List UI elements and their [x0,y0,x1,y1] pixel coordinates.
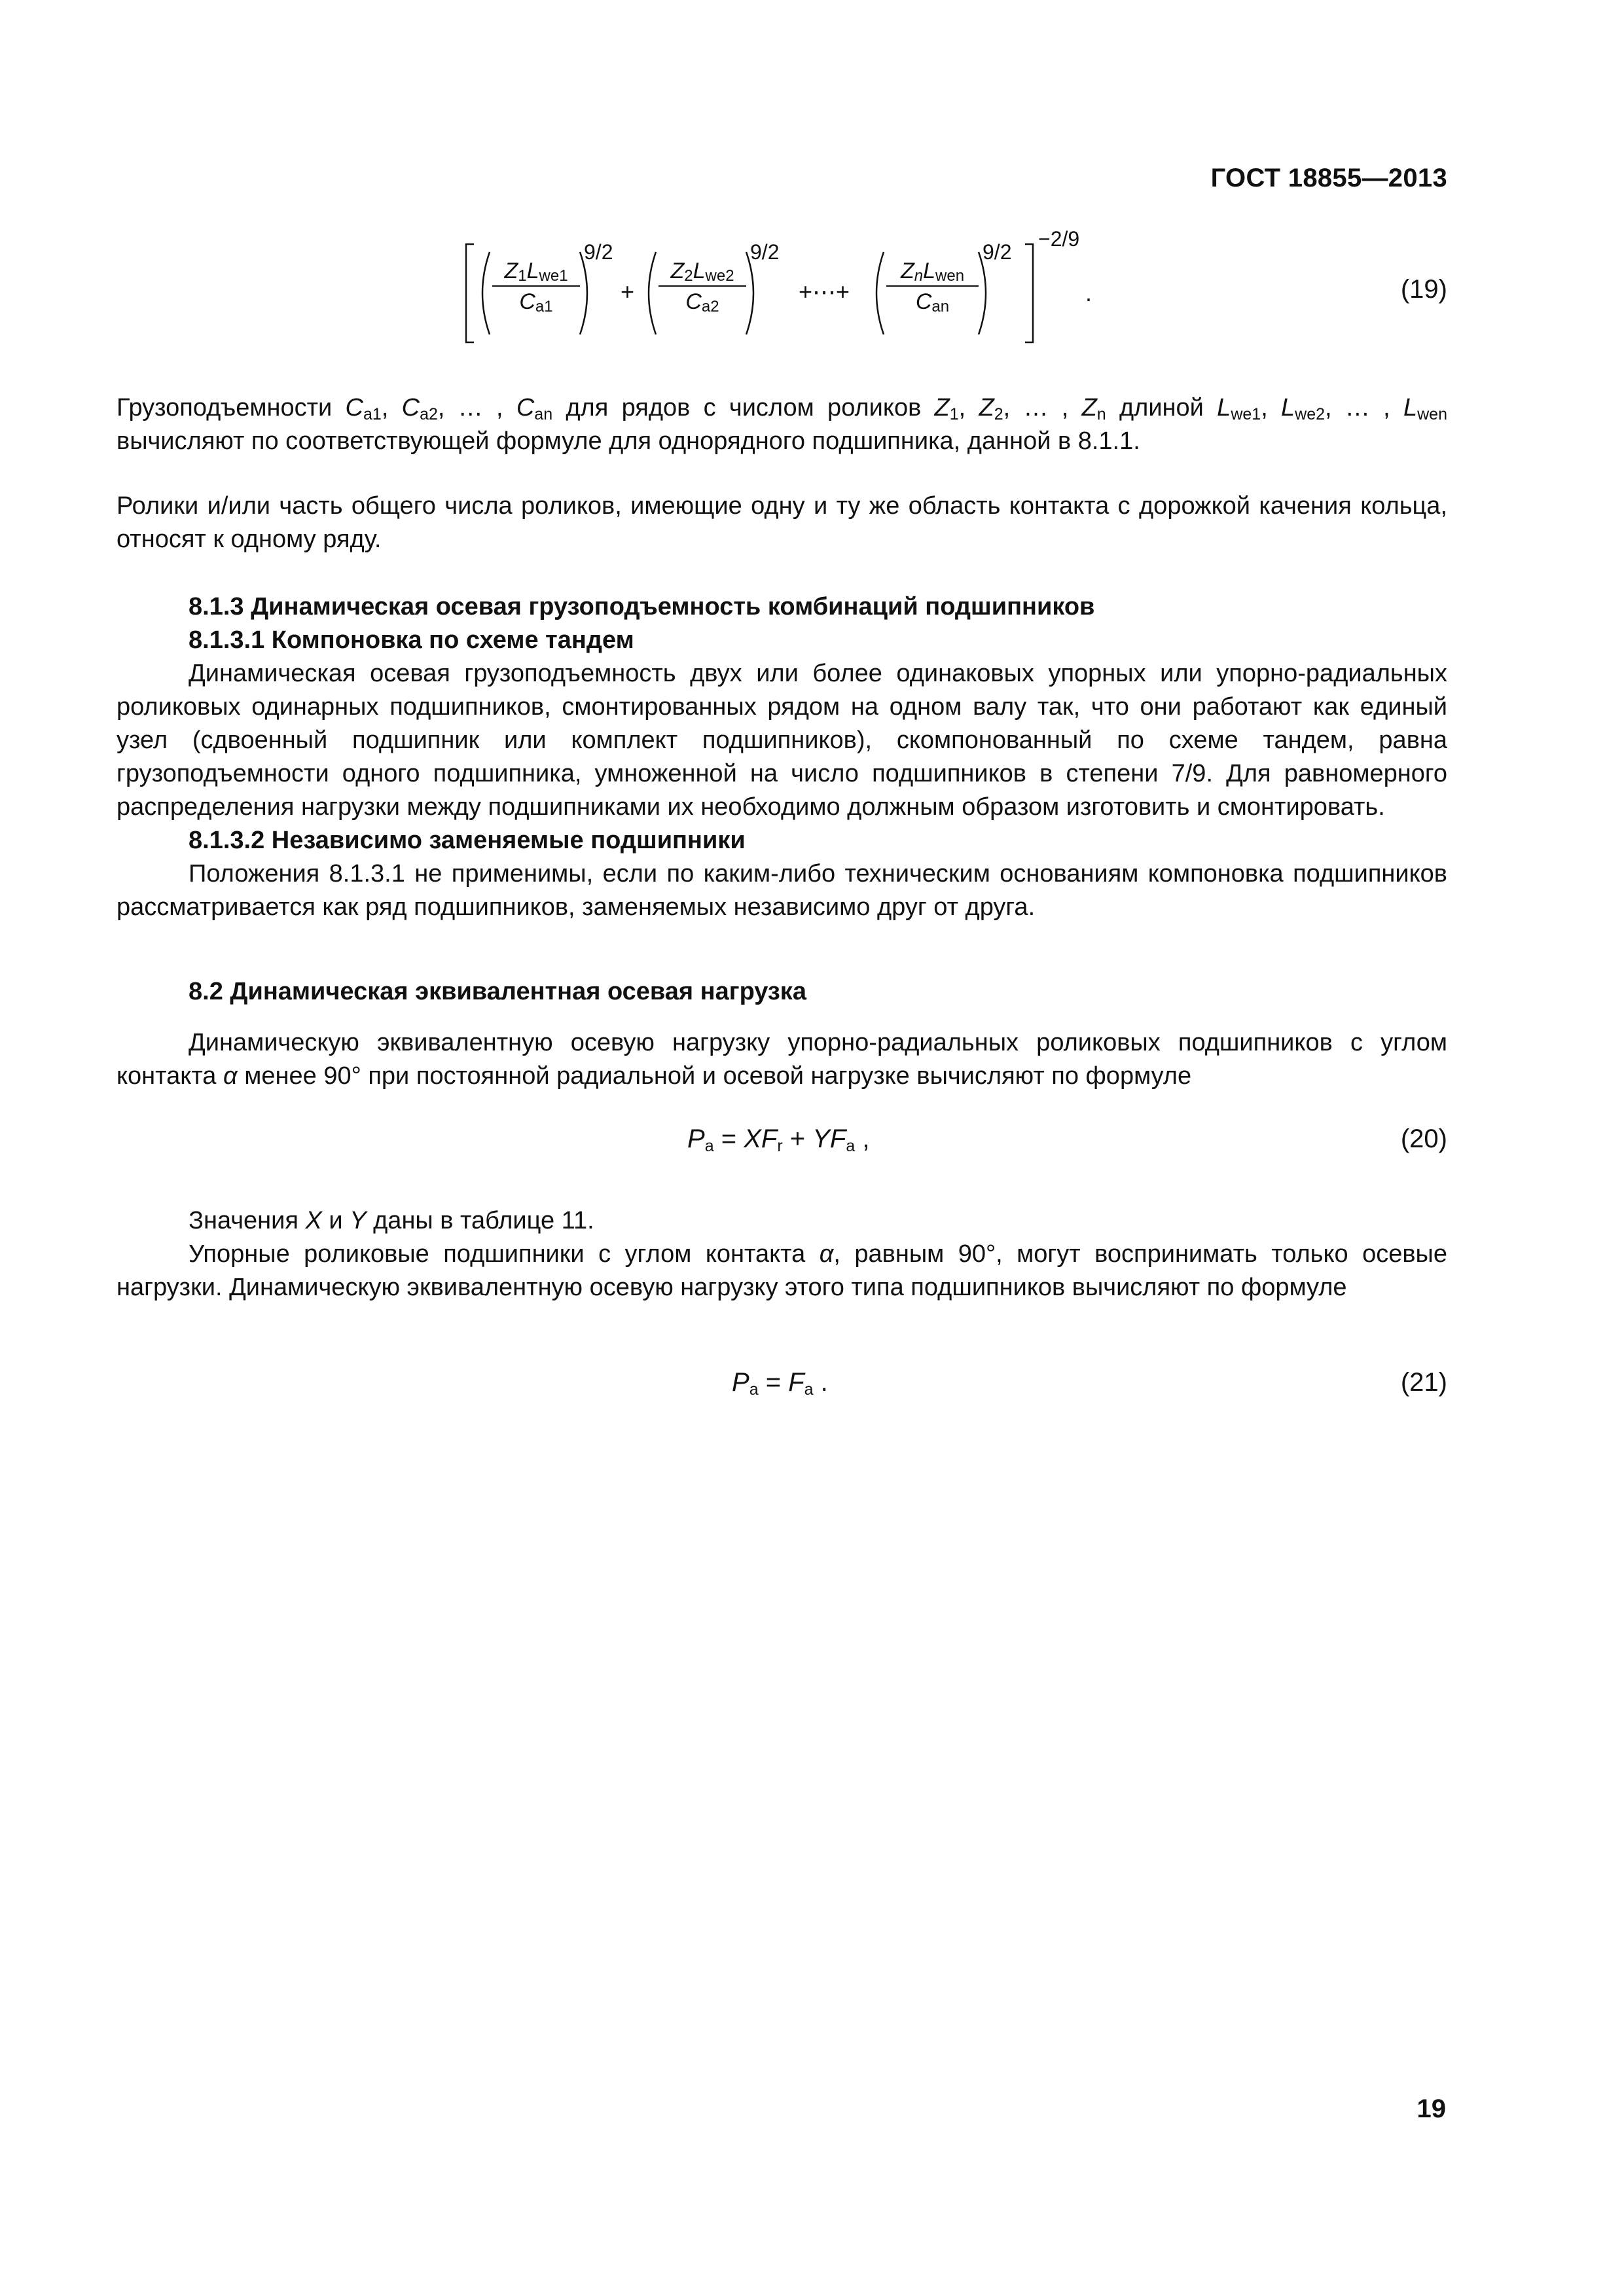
heading-8-1-3: 8.1.3 Динамическая осевая грузоподъемность комбинаций подшипников [189,593,1095,620]
formula-19-fraction-n: ZnLwen Can [886,259,979,316]
paragraph-8-1-3-2: Положения 8.1.3.1 не применимы, если по каким-либо техническим основаниям компоновка подшипников рассматривается как ряд подшипников, заменяемых независимо друг от друга. [117,860,1447,921]
formula-19-dots-plus: +⋯+ [799,278,850,305]
formula-19-end: . [1085,279,1092,306]
formula-19-exp-n: 9/2 [983,240,1012,264]
paragraph-thrust: Упорные роликовые подшипники с углом контакта α, равным 90°, могут воспринимать только осевые нагрузки. Динамическую эквивалентную осевую нагрузку этого типа подшипников вычисляют по формуле [117,1240,1447,1301]
formula-20: $P_a = XF_r + YF_a$ , [687,1124,870,1155]
paragraph-rollers: Ролики и/или часть общего числа роликов, имеющие одну и ту же область контакта с дорожкой качения кольца, относят к одному ряду. [117,492,1447,553]
heading-8-1-3-1: 8.1.3.1 Компоновка по схеме тандем [189,626,634,654]
paragraph-capacities: Грузоподъемности $C_{a1}$, $C_{a2}$, … , $C_{an}$ для рядов с числом роликов $Z_1$, $Z_2$, … , $Z_n$ длиной $L_{we1}$, $L_{we2}$, … , $L_{wen}$ вычисляют по соответствующей формуле для однорядного подшипника, данной в 8.1.1. [117,394,1447,455]
page-number: 19 [1416,2094,1446,2123]
paragraph-xy: Значения X и Y даны в таблице 11. [189,1207,594,1234]
formula-21-number: (21) [1400,1368,1447,1397]
formula-20-number: (20) [1400,1124,1447,1153]
document-id-header: ГОСТ 18855—2013 [1210,164,1447,192]
formula-19-plus: + [621,278,635,305]
formula-19-fraction-2: Z2Lwe2 Ca2 [659,259,746,316]
paragraph-8-2: Динамическую эквивалентную осевую нагрузку упорно-радиальных роликовых подшипников с углом контакта α менее 90° при постоянной радиальной и осевой нагрузке вычисляют по формуле [117,1029,1447,1090]
formula-19 [458,227,1113,350]
formula-21: $P_a = F_a$ . [732,1368,828,1399]
section-8-2 [117,975,1447,1009]
formula-19-exp-2: 9/2 [750,240,780,264]
formula-19-exp-1: 9/2 [584,240,613,264]
heading-8-1-3-2: 8.1.3.2 Независимо заменяемые подшипники [189,827,746,854]
heading-8-2: 8.2 Динамическая эквивалентная осевая нагрузка [189,978,806,1005]
paragraph-8-1-3-1: Динамическая осевая грузоподъемность двух или более одинаковых упорных или упорно-радиальных роликовых одинарных подшипников, смонтированных рядом на одном валу так, что они работают как единый узел (сдвоенный подшипник или комплект подшипников), скомпонованный по схеме тандем, равна грузоподъемности одного подшипника, умноженной на число подшипников в степени 7/9. Для равномерного распределения нагрузки между подшипниками их необходимо должным образом изготовить и смонтировать. [117,660,1447,821]
formula-19-outer-exp: −2/9 [1038,227,1080,251]
paragraph-xy-thrust [117,1204,1447,1304]
section-8-1-3 [117,590,1447,924]
formula-19-number: (19) [1400,275,1447,304]
formula-19-fraction-1: Z1Lwe1 Ca1 [492,259,580,316]
